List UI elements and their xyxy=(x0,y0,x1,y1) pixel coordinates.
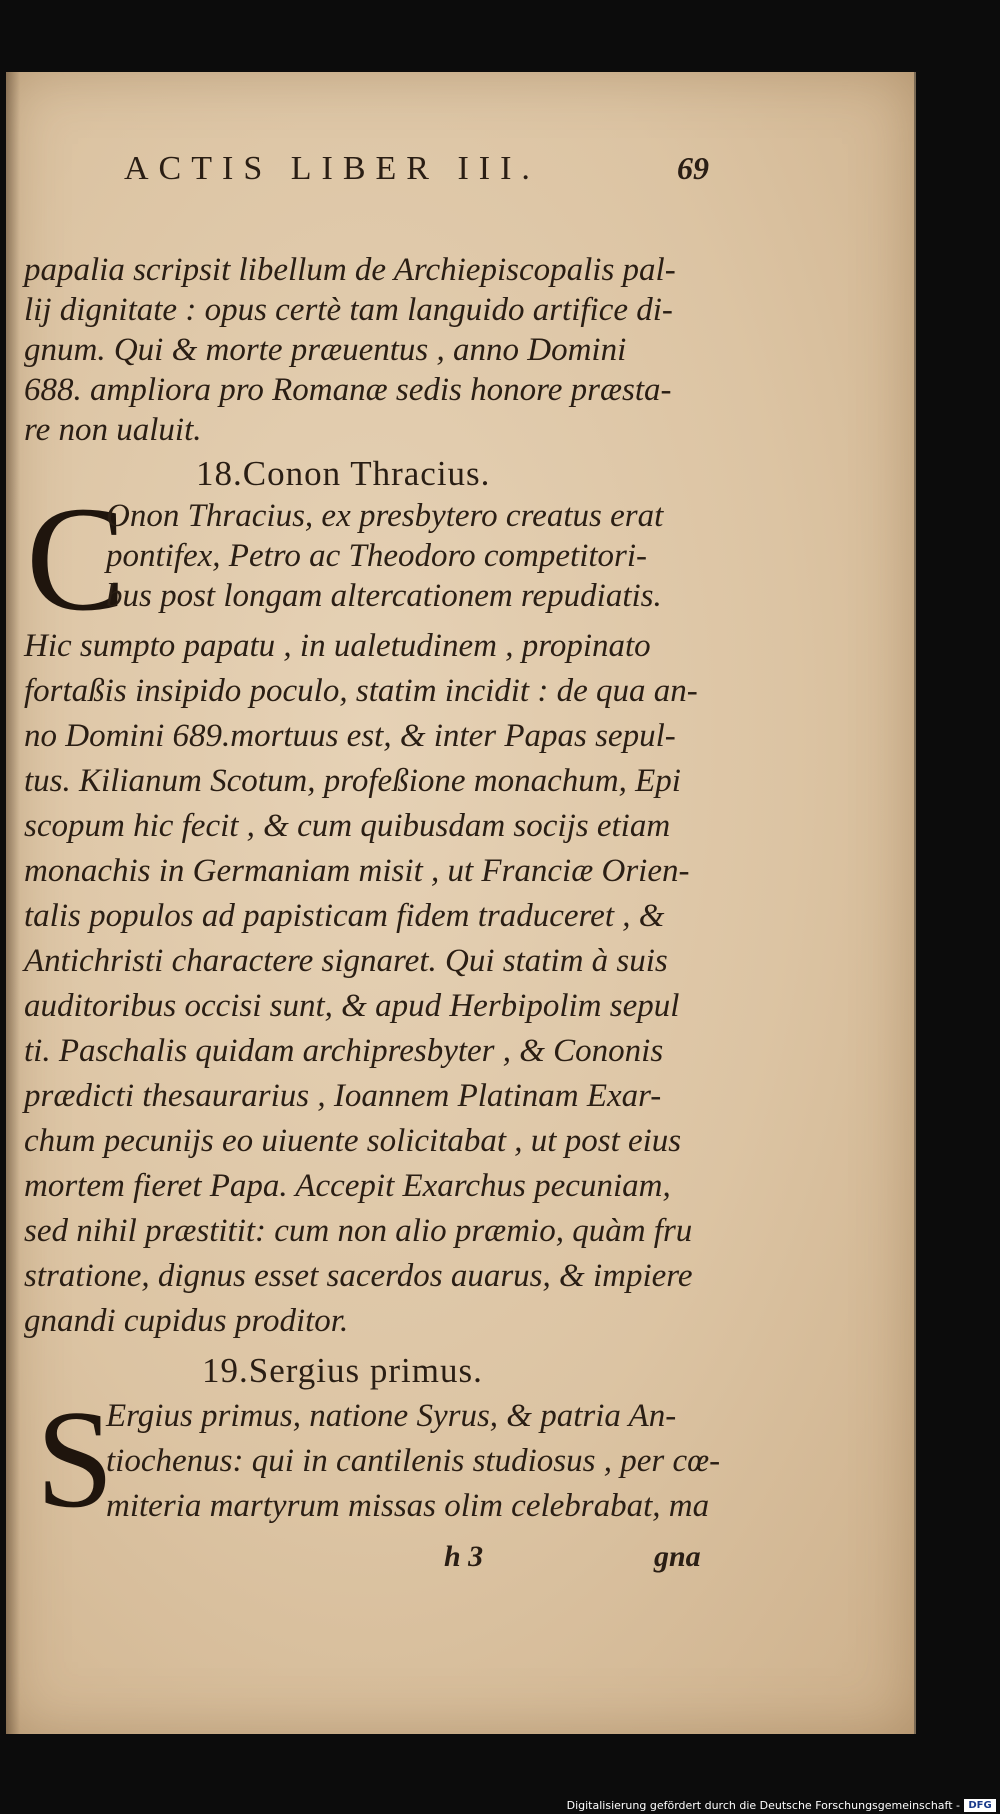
text-line: re non ualuit. xyxy=(24,412,202,448)
text-line: gnandi cupidus proditor. xyxy=(24,1303,349,1339)
funding-credit: Digitalisierung gefördert durch die Deutsche Forschungsgemeinschaft - xyxy=(566,1799,960,1812)
text-line: gnum. Qui & morte præuentus , anno Domini xyxy=(24,332,627,368)
text-line: scopum hic fecit , & cum quibusdam socijs etiam xyxy=(24,808,671,844)
drop-cap-s: S xyxy=(36,1382,114,1537)
text-line: monachis in Germaniam misit , ut Franciæ Orien- xyxy=(24,853,690,889)
text-line: stratione, dignus esset sacerdos auarus, & impiere xyxy=(24,1258,693,1294)
drop-cap-c: C xyxy=(26,476,127,642)
running-head: ACTIS LIBER III. xyxy=(124,150,540,187)
catchword: gna xyxy=(654,1540,701,1573)
dfg-logo: DFG xyxy=(964,1799,996,1812)
text-line: 688. ampliora pro Romanæ sedis honore præsta- xyxy=(24,372,672,408)
text-line: lij dignitate : opus certè tam languido artifice di- xyxy=(24,292,673,328)
page-header xyxy=(124,150,709,196)
text-line: auditoribus occisi sunt, & apud Herbipolim sepul xyxy=(24,988,680,1024)
text-line: chum pecunijs eo uiuente solicitabat , ut post eius xyxy=(24,1123,682,1159)
text-line: prædicti thesaurarius , Ioannem Platinam Exar- xyxy=(24,1078,662,1114)
signature-mark: h 3 xyxy=(444,1540,484,1573)
footer-bar xyxy=(0,1796,1000,1814)
text-line: talis populos ad papisticam fidem traduceret , & xyxy=(24,898,665,934)
book-page xyxy=(6,72,916,1734)
text-line: Antichristi charactere signaret. Qui statim à suis xyxy=(24,943,668,979)
text-line: pontifex, Petro ac Theodoro competitori- xyxy=(106,538,648,574)
text-line: bus post longam altercationem repudiatis. xyxy=(106,578,662,614)
text-line: Hic sumpto papatu , in ualetudinem , propinato xyxy=(24,628,651,664)
text-line: Onon Thracius, ex presbytero creatus erat xyxy=(106,498,664,534)
text-line: ti. Paschalis quidam archipresbyter , & Cononis xyxy=(24,1033,664,1069)
text-line: tiochenus: qui in cantilenis studiosus , per cœ- xyxy=(106,1443,721,1479)
text-line: sed nihil præstitit: cum non alio præmio, quàm fru xyxy=(24,1213,693,1249)
section-heading-19: 19.Sergius primus. xyxy=(202,1351,483,1390)
section-heading-18: 18.Conon Thracius. xyxy=(196,454,491,493)
page-number: 69 xyxy=(677,150,709,186)
text-line: no Domini 689.mortuus est, & inter Papas sepul- xyxy=(24,718,676,754)
text-line: Ergius primus, natione Syrus, & patria An- xyxy=(106,1398,677,1434)
text-line: mortem fieret Papa. Accepit Exarchus pecuniam, xyxy=(24,1168,671,1204)
text-line: tus. Kilianum Scotum, profeßione monachum, Epi xyxy=(24,763,681,799)
text-line: miteria martyrum missas olim celebrabat, ma xyxy=(106,1488,710,1524)
text-line: papalia scripsit libellum de Archiepiscopalis pal- xyxy=(24,252,676,288)
text-line: fortaßis insipido poculo, statim incidit : de qua an- xyxy=(24,673,698,709)
